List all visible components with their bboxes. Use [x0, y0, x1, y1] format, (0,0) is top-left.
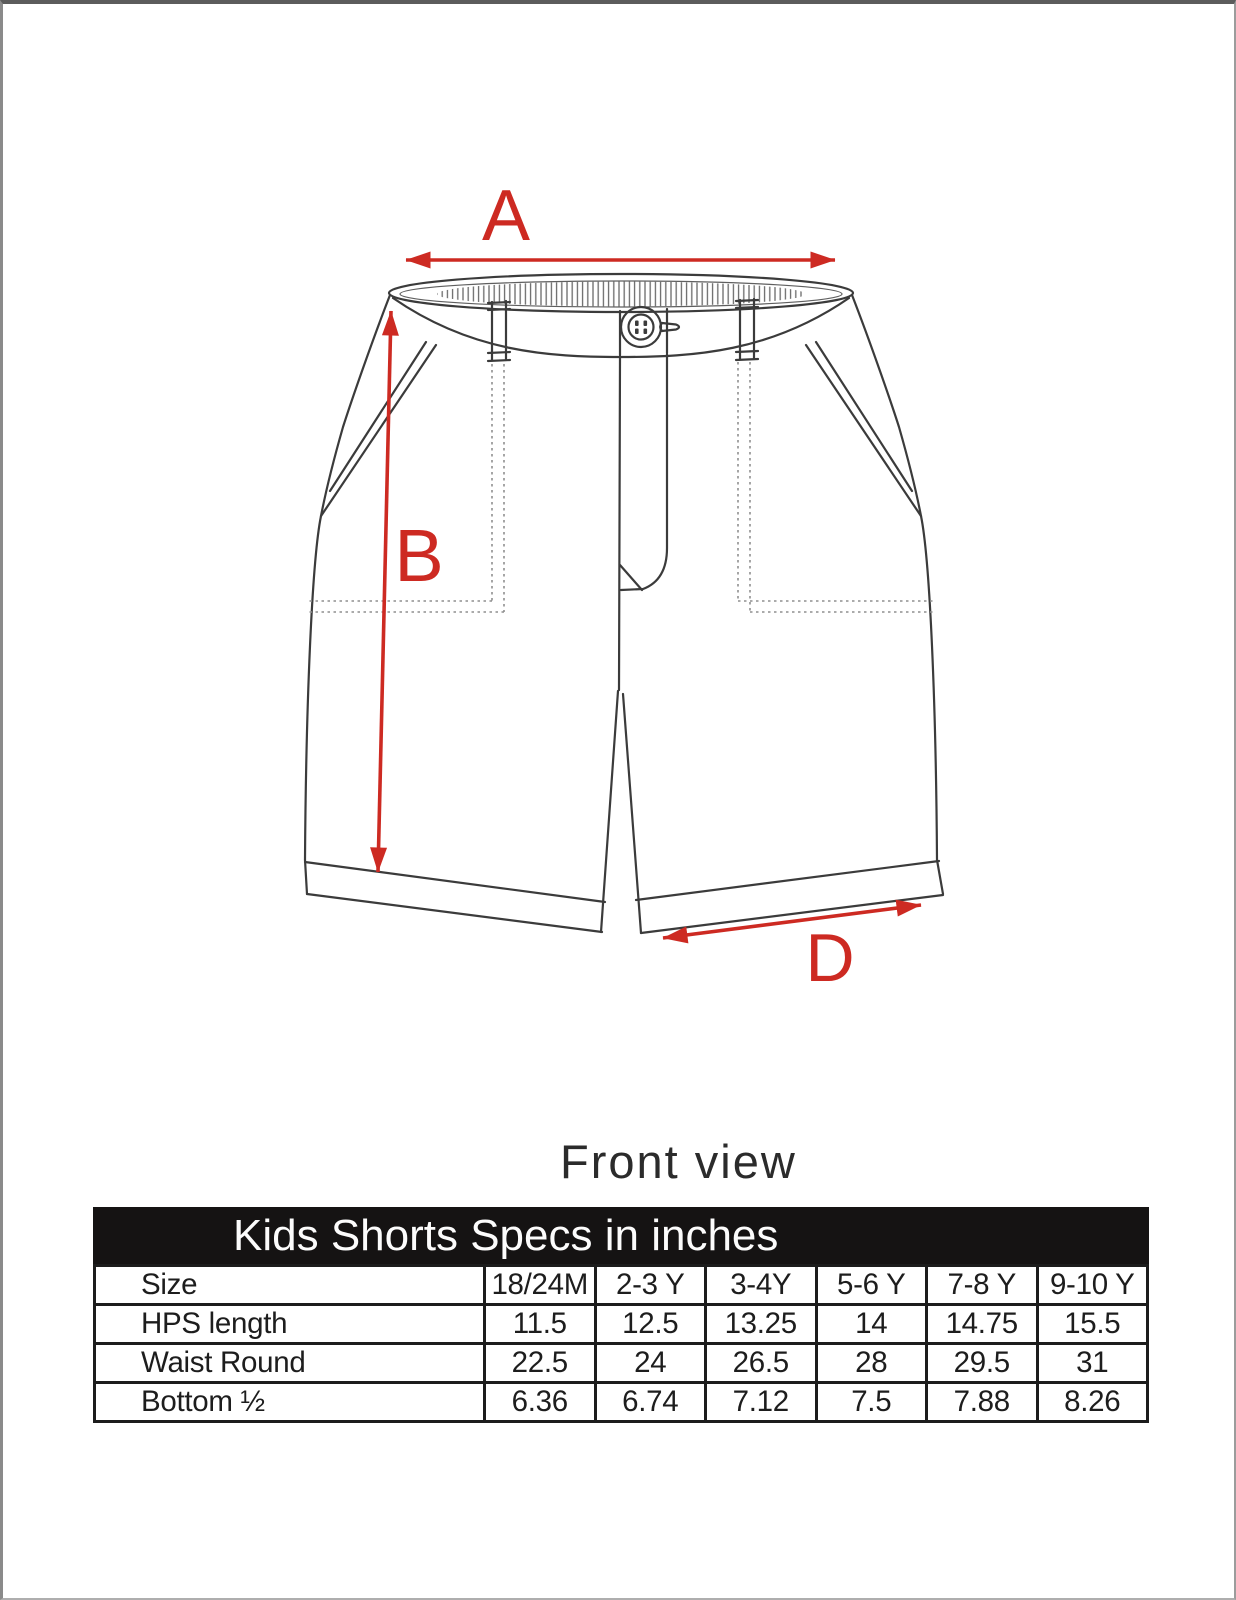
dimension-d-arrow	[663, 905, 921, 938]
belt-loop-right	[736, 299, 758, 360]
specs-table-title: Kids Shorts Specs in inches	[93, 1207, 1149, 1264]
dimension-label-d: D	[805, 920, 855, 996]
spec-value: 18/24M	[485, 1266, 596, 1305]
spec-value: 28	[816, 1344, 927, 1383]
spec-value: 7.12	[706, 1383, 817, 1422]
dimension-b-arrow	[378, 311, 391, 872]
spec-value: 7-8 Y	[927, 1266, 1038, 1305]
front-view-caption: Front view	[560, 1135, 797, 1188]
spec-row	[95, 1344, 1148, 1383]
row-label: Size	[95, 1266, 485, 1305]
spec-value: 2-3 Y	[595, 1266, 706, 1305]
spec-value: 12.5	[595, 1305, 706, 1344]
spec-row	[95, 1383, 1148, 1422]
spec-value: 6.74	[595, 1383, 706, 1422]
pocket-right	[738, 342, 935, 612]
spec-value: 14	[816, 1305, 927, 1344]
row-label: Bottom ½	[95, 1383, 485, 1422]
spec-value: 5-6 Y	[816, 1266, 927, 1305]
spec-value: 6.36	[485, 1383, 596, 1422]
specs-table	[93, 1264, 1149, 1423]
spec-value: 15.5	[1037, 1305, 1148, 1344]
spec-value: 7.5	[816, 1383, 927, 1422]
dimension-label-b: B	[394, 514, 444, 597]
spec-value: 14.75	[927, 1305, 1038, 1344]
spec-value: 29.5	[927, 1344, 1038, 1383]
spec-value: 31	[1037, 1344, 1148, 1383]
row-label: HPS length	[95, 1305, 485, 1344]
dimension-label-a: A	[481, 176, 531, 256]
spec-row	[95, 1305, 1148, 1344]
belt-loop-left	[488, 301, 510, 361]
spec-value: 22.5	[485, 1344, 596, 1383]
size-header-row	[95, 1266, 1148, 1305]
spec-value: 26.5	[706, 1344, 817, 1383]
waist-opening	[389, 274, 853, 312]
spec-value: 3-4Y	[706, 1266, 817, 1305]
spec-value: 8.26	[1037, 1383, 1148, 1422]
spec-value: 13.25	[706, 1305, 817, 1344]
spec-value: 9-10 Y	[1037, 1266, 1148, 1305]
spec-value: 11.5	[485, 1305, 596, 1344]
fly-front	[619, 354, 667, 690]
shorts-front-view-sketch	[3, 4, 1236, 1084]
buttonhole-tab	[660, 323, 679, 331]
row-label: Waist Round	[95, 1344, 485, 1383]
specs-table-section	[93, 1207, 1149, 1423]
spec-value: 24	[595, 1344, 706, 1383]
spec-value: 7.88	[927, 1383, 1038, 1422]
